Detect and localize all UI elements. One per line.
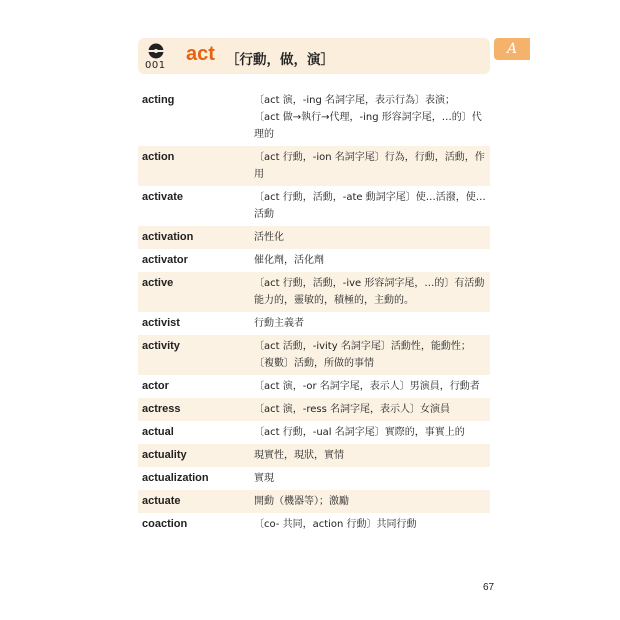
entry-definitions	[254, 92, 490, 143]
entry-word: activist	[142, 317, 180, 329]
entry-row	[138, 226, 490, 249]
entry-definition: 〔act 演，-or 名詞字尾，表示人〕男演員，行動者	[254, 381, 480, 392]
entry-definitions	[254, 493, 490, 510]
root-meaning: ［行動，做，演］	[226, 52, 334, 68]
entry-definition: 〔act 做→執行→代理，-ing 形容詞字尾，…的〕代理的	[254, 112, 482, 140]
entry-word: actuality	[142, 449, 187, 461]
entry-definition: 〔act 行動，活動，-ate 動詞字尾〕使…活潑，使…活動	[254, 192, 486, 220]
entry-word: actor	[142, 380, 169, 392]
entry-row	[138, 272, 490, 312]
entry-word: actuate	[142, 495, 181, 507]
entry-word: active	[142, 277, 174, 289]
track-number: 001	[145, 60, 166, 71]
entry-word: acting	[142, 94, 175, 106]
entry-word: activate	[142, 191, 183, 203]
entry-row	[138, 467, 490, 490]
entry-definition: 實現	[254, 473, 274, 484]
entry-definitions	[254, 378, 490, 395]
entry-definition: 開動（機器等）；激勵	[254, 496, 349, 507]
entry-row	[138, 335, 490, 375]
entry-row	[138, 398, 490, 421]
entry-definitions	[254, 252, 490, 269]
entry-definition: 催化劑，活化劑	[254, 255, 324, 266]
entry-list	[138, 89, 490, 536]
entry-word: action	[142, 151, 175, 163]
entry-row	[138, 312, 490, 335]
entry-definition: 〔act 行動，活動，-ive 形容詞字尾，…的〕有活動能力的，靈敏的，積極的，主動的。	[254, 278, 485, 306]
root-header	[138, 38, 490, 74]
entry-row	[138, 490, 490, 513]
entry-definitions	[254, 275, 490, 309]
entry-definition: 〔act 演，-ress 名詞字尾，表示人〕女演員	[254, 404, 450, 415]
entry-definition: 行動主義者	[254, 318, 304, 329]
entry-row	[138, 421, 490, 444]
entry-definition: 活性化	[254, 232, 284, 243]
root-word: act	[186, 43, 215, 65]
entry-word: actual	[142, 426, 174, 438]
entry-definitions	[254, 149, 490, 183]
entry-definitions	[254, 424, 490, 441]
audio-cd-icon[interactable]	[148, 43, 164, 59]
entry-row	[138, 89, 490, 146]
entry-definitions	[254, 447, 490, 464]
entry-word: actress	[142, 403, 181, 415]
entry-word: activity	[142, 340, 180, 352]
entry-row	[138, 513, 490, 536]
entry-definition: 〔複數〕活動，所做的事情	[254, 358, 374, 369]
entry-definitions	[254, 229, 490, 246]
entry-row	[138, 249, 490, 272]
entry-row	[138, 186, 490, 226]
entry-definition: 現實性，現狀，實情	[254, 450, 344, 461]
entry-definition: 〔act 活動，-ivity 名詞字尾〕活動性，能動性；	[254, 341, 471, 352]
entry-word: actualization	[142, 472, 209, 484]
page-number: 67	[483, 582, 495, 593]
entry-word: activation	[142, 231, 194, 243]
entry-row	[138, 375, 490, 398]
entry-definitions	[254, 401, 490, 418]
entry-definitions	[254, 189, 490, 223]
entry-definitions	[254, 338, 490, 372]
entry-definition: 〔act 演，-ing 名詞字尾，表示行為〕表演；	[254, 95, 455, 106]
entry-definitions	[254, 315, 490, 332]
entry-word: coaction	[142, 518, 188, 530]
entry-definition: 〔act 行動，-ual 名詞字尾〕實際的，事實上的	[254, 427, 465, 438]
section-letter-tab[interactable]: A	[494, 38, 530, 60]
entry-definition: 〔act 行動，-ion 名詞字尾〕行為，行動，活動，作用	[254, 152, 485, 180]
entry-definitions	[254, 516, 490, 533]
entry-definitions	[254, 470, 490, 487]
entry-definition: 〔co- 共同，action 行動〕共同行動	[254, 519, 417, 530]
entry-word: activator	[142, 254, 188, 266]
entry-row	[138, 146, 490, 186]
entry-row	[138, 444, 490, 467]
